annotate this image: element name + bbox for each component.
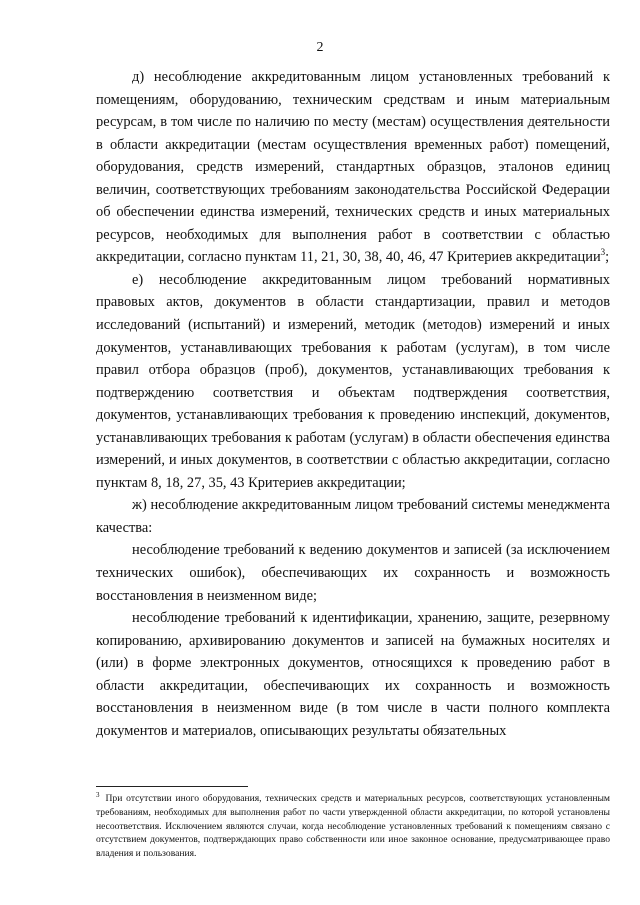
paragraph-zh-item-2: несоблюдение требований к идентификации, хранению, защите, резервному копированию, архивированию документов и записей на бумажных носителях и (или) в форме электронных документов, относящихся к проведению работ в области аккредитации, обеспечивающих их сохранность и возможность восстановления в неизменном виде (в том числе в части полного комплекта документов и материалов, описывающих результаты обязательных	[96, 610, 610, 739]
footnote-separator	[96, 786, 248, 787]
footnote-text: При отсутствии иного оборудования, технических средств и материальных ресурсов, соответствующих установленным требованиям, необходимых для выполнения работ по части утвержденной области аккредитации, по которой установлены несоответствия. Исключением являются случаи, когда несоблюдение установленных требований к помещениям связано с отсутствием документов, подтверждающих право собственности или иное законное основание, предусматривающее право владения и пользования.	[96, 793, 610, 860]
page-number: 2	[316, 40, 324, 55]
paragraph-d-text: д) несоблюдение аккредитованным лицом установленных требований к помещениям, оборудованию, техническим средствам и иным материальным ресурсам, в том числе по наличию по месту (местам) осуществления деятельности в области аккредитации (местам осуществления временных работ) помещений, оборудования, средств измерений, стандартных образцов, эталонов единиц величин, соответствующих требованиям законодательства Российской Федерации об обеспечении единства измерений, технических средств и иных материальных ресурсов, необходимых для выполнения работ в соответствии с областью аккредитации, согласно пунктам 11, 21, 30, 38, 40, 46, 47 Критериев аккредитации	[96, 69, 610, 266]
footnote-marker: 3	[96, 790, 100, 799]
paragraph-d-tail: ;	[605, 249, 610, 266]
paragraph-e: е) несоблюдение аккредитованным лицом требований нормативных правовых актов, документов в области стандартизации, правил и методов исследований (испытаний) и измерений, методик (методов) измерений и иных документов, устанавливающих требования к работам (услугам), в том числе правил отбора образцов (проб), документов, устанавливающих требования к подтверждению соответствия и объектам подтверждения соответствия, документов, устанавливающих требования к проведению инспекций, документов, устанавливающих требования к работам (услугам) в области обеспечения единства измерений, и иных документов, в соответствии с областью аккредитации, согласно пунктам 8, 18, 27, 35, 43 Критериев аккредитации;	[96, 271, 610, 491]
footnote	[96, 792, 610, 861]
footnote-reference: 3	[600, 247, 606, 258]
paragraph-zh: ж) несоблюдение аккредитованным лицом требований системы менеджмента качества:	[96, 497, 610, 536]
paragraph-zh-item-1: несоблюдение требований к ведению документов и записей (за исключением технических ошибок), обеспечивающих их сохранность и возможность восстановления в неизменном виде;	[96, 542, 610, 604]
document-body	[96, 66, 610, 742]
paragraph-d	[96, 66, 610, 269]
